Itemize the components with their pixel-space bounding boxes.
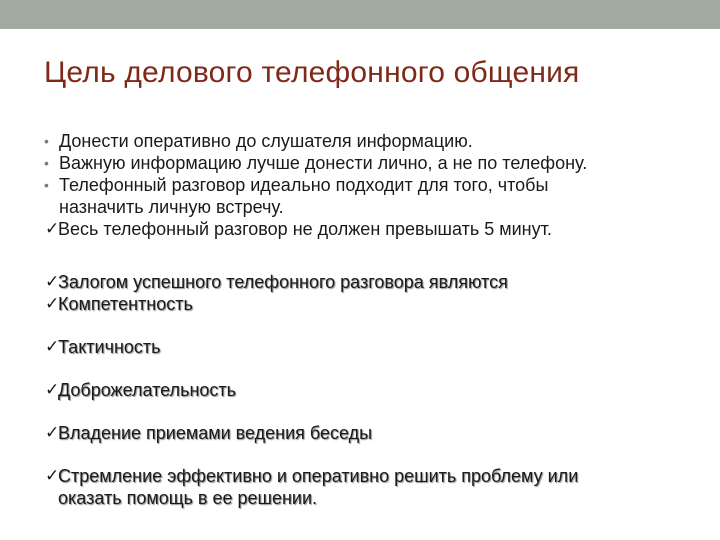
bullet-text: Важную информацию лучше донести лично, а не по телефону. bbox=[59, 153, 588, 173]
check-item bbox=[44, 422, 684, 444]
bullet-text: Донести оперативно до слушателя информацию. bbox=[59, 131, 473, 151]
checkmark-icon: ✓ bbox=[45, 294, 60, 313]
check-text: Тактичность bbox=[58, 337, 161, 357]
check-item bbox=[44, 293, 684, 315]
check-item bbox=[44, 271, 684, 293]
check-item bbox=[44, 465, 684, 509]
check-text: Доброжелательность bbox=[58, 380, 237, 400]
check-text: Компетентность bbox=[58, 294, 193, 314]
check-text: Весь телефонный разговор не должен превышать 5 минут. bbox=[58, 219, 552, 239]
check-text: Стремление эффективно и оперативно решить проблему или bbox=[58, 466, 579, 486]
check-text: Залогом успешного телефонного разговора являются bbox=[58, 272, 508, 292]
bullet-item bbox=[44, 152, 684, 174]
check-text: Владение приемами ведения беседы bbox=[58, 423, 373, 443]
bullet-item bbox=[44, 174, 684, 196]
check-item bbox=[44, 379, 684, 401]
checkmark-icon: ✓ bbox=[45, 272, 60, 291]
checkmark-icon: ✓ bbox=[45, 423, 60, 442]
bullet-list bbox=[44, 130, 684, 240]
bullet-continuation bbox=[44, 196, 684, 218]
check-item bbox=[44, 218, 684, 240]
bullet-dot: • bbox=[44, 155, 49, 171]
check-item bbox=[44, 336, 684, 358]
bullet-text: Телефонный разговор идеально подходит для того, чтобы bbox=[59, 175, 549, 195]
bullet-dot: • bbox=[44, 177, 49, 193]
checkmark-icon: ✓ bbox=[45, 380, 60, 399]
bullet-dot: • bbox=[44, 133, 49, 149]
top-decor-bar bbox=[0, 0, 720, 29]
check-text-continuation: оказать помощь в ее решении. bbox=[58, 488, 318, 508]
checkmark-icon: ✓ bbox=[45, 466, 60, 485]
bullet-text: назначить личную встречу. bbox=[59, 197, 284, 217]
bullet-item bbox=[44, 130, 684, 152]
checkmark-icon: ✓ bbox=[45, 219, 60, 238]
checkmark-icon: ✓ bbox=[45, 337, 60, 356]
slide-title: Цель делового телефонного общения bbox=[44, 56, 580, 89]
